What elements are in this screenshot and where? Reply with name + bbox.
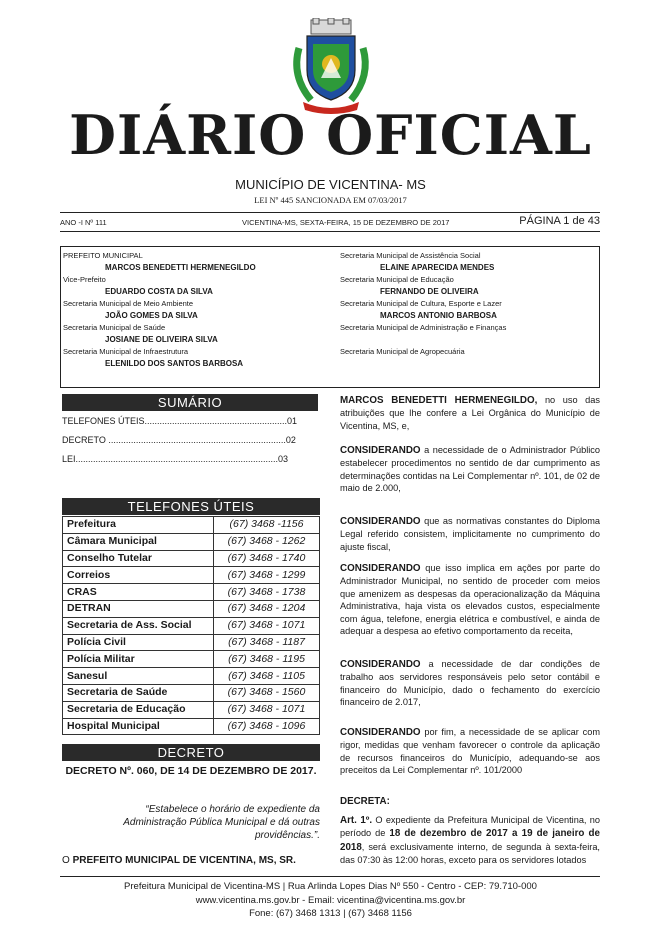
divider — [60, 231, 600, 232]
paragraph-text: que isso implica em ações por parte do Administrador Municipal, no sentido de proceder com meios que amenizem as despesas da operacionalização da Máquina Administrativa, haja vista os elevados custos, especialmente com água, telefone, energia elétrica e combustível, e ainda de adequar a despesa ao efetivo comportamento da receita, — [340, 563, 600, 637]
table-row — [63, 600, 320, 617]
official-name: ELENILDO DOS SANTOS BARBOSA — [105, 359, 244, 368]
official-name — [340, 334, 608, 346]
official-role: Secretaria Municipal de Administração e Finanças — [340, 323, 507, 332]
phone-number: (67) 3468 - 1096 — [214, 718, 320, 735]
body-paragraph — [340, 444, 600, 495]
phone-name: Correios — [63, 567, 214, 584]
issue-number: ANO -I Nº 111 — [60, 218, 107, 227]
phone-name: Prefeitura — [63, 517, 214, 534]
decreta-heading — [340, 795, 600, 808]
official-role: Secretaria Municipal de Assistência Social — [340, 251, 481, 260]
telefones-heading: TELEFONES ÚTEIS — [62, 498, 320, 515]
bold-text: DECRETA: — [340, 796, 390, 807]
official-role: Secretaria Municipal de Infraestrutura — [63, 347, 189, 356]
decree-title: DECRETO Nº. 060, DE 14 DE DEZEMBRO DE 2017. — [65, 765, 317, 777]
bold-text: CONSIDERANDO — [340, 563, 421, 574]
phone-name: Secretaria de Saúde — [63, 684, 214, 701]
official-role: Secretaria Municipal de Educação — [340, 275, 454, 284]
official-role: Secretaria Municipal de Cultura, Esporte e Lazer — [340, 299, 502, 308]
phone-number: (67) 3468 - 1195 — [214, 651, 320, 668]
bold-text: CONSIDERANDO — [340, 727, 421, 738]
paragraph-text: no uso das atribuições que lhe confere a Lei Orgânica do Município de Vicentina, MS, e, — [340, 395, 600, 431]
official-role: Secretaria Municipal de Meio Ambiente — [63, 299, 194, 308]
body-paragraph — [340, 658, 600, 709]
footer — [0, 880, 661, 921]
phone-number: (67) 3468 - 1105 — [214, 668, 320, 685]
footer-phone: Fone: (67) 3468 1313 | (67) 3468 1156 — [249, 908, 412, 919]
phone-name: DETRAN — [63, 600, 214, 617]
bold-text: CONSIDERANDO — [340, 445, 421, 456]
official-role: Secretaria Municipal de Saúde — [63, 323, 166, 332]
opening-bold: PREFEITO MUNICIPAL DE VICENTINA, MS, SR. — [72, 855, 296, 866]
bold-text: 18 de dezembro de 2017 a 19 de janeiro de 2018 — [340, 828, 600, 853]
phone-number: (67) 3468 - 1560 — [214, 684, 320, 701]
masthead-title: DIÁRIO OFICIAL — [69, 103, 592, 167]
phone-number: (67) 3468 -1156 — [214, 517, 320, 534]
official-name: FERNANDO DE OLIVEIRA — [380, 287, 479, 296]
page-number: PÁGINA 1 de 43 — [519, 215, 600, 227]
official-name: EDUARDO COSTA DA SILVA — [105, 287, 213, 296]
body-paragraph — [340, 394, 600, 432]
table-row — [63, 617, 320, 634]
decree-ementa: “Estabelece o horário de expediente da Administração Pública Municipal e dá outras providências.”. — [123, 804, 320, 841]
official-name: ELAINE APARECIDA MENDES — [380, 263, 495, 272]
decreto-heading: DECRETO — [62, 744, 320, 761]
official-name: MARCOS BENEDETTI HERMENEGILDO — [105, 263, 256, 272]
phone-name: Câmara Municipal — [63, 533, 214, 550]
official-name: MARCOS ANTONIO BARBOSA — [380, 311, 497, 320]
phone-number: (67) 3468 - 1071 — [214, 701, 320, 718]
phone-name: Polícia Civil — [63, 634, 214, 651]
phone-number: (67) 3468 - 1740 — [214, 550, 320, 567]
officials-left-column — [63, 250, 331, 370]
body-paragraph — [340, 726, 600, 777]
table-row — [63, 517, 320, 534]
official-name: JOSIANE DE OLIVEIRA SILVA — [105, 335, 218, 344]
decree-opening — [62, 855, 324, 866]
phone-number: (67) 3468 - 1204 — [214, 600, 320, 617]
table-row — [63, 668, 320, 685]
paragraph-text: a necessidade de dar condições de trabalho aos servidores responsáveis pelo setor contábil e financeiro do Município, dado o fechamento do exercício financeiro de 2.017, — [340, 659, 600, 708]
footer-address: Prefeitura Municipal de Vicentina-MS | Rua Arlinda Lopes Dias Nº 550 - Centro - CEP: 79.710-000 — [124, 881, 537, 892]
founding-law: LEI Nº 445 SANCIONADA EM 07/03/2017 — [254, 195, 407, 205]
toc-item-lei[interactable]: LEI.................................................................................03 — [62, 454, 289, 464]
paragraph-text: O expediente da Prefeitura Municipal de Vicentina, no período de — [340, 815, 600, 839]
phone-name: Secretaria de Educação — [63, 701, 214, 718]
issue-date: VICENTINA-MS, SEXTA-FEIRA, 15 DE DEZEMBRO DE 2017 — [242, 218, 450, 227]
bold-text: CONSIDERANDO — [340, 516, 421, 527]
paragraph-text: a necessidade de o Administrador Público estabelecer procedimentos no sentido de dar cumprimento as determinações contidas na Lei Complementar nº. 101, de 02 de maio de 2.000, — [340, 445, 600, 494]
sumario-heading: SUMÁRIO — [62, 394, 318, 411]
phone-number: (67) 3468 - 1738 — [214, 584, 320, 601]
toc-item-telefones[interactable]: TELEFONES ÚTEIS.........................................................01 — [62, 416, 298, 426]
bold-text: CONSIDERANDO — [340, 659, 421, 670]
phone-number: (67) 3468 - 1071 — [214, 617, 320, 634]
table-row — [63, 550, 320, 567]
officials-right-column — [340, 250, 608, 358]
phone-name: CRAS — [63, 584, 214, 601]
phone-name: Polícia Militar — [63, 651, 214, 668]
divider — [60, 212, 600, 213]
toc-item-decreto[interactable]: DECRETO .......................................................................02 — [62, 435, 296, 445]
table-row — [63, 567, 320, 584]
official-role: Secretaria Municipal de Agropecuária — [340, 347, 465, 356]
official-role: Vice-Prefeito — [63, 275, 106, 284]
table-row — [63, 533, 320, 550]
phone-name: Secretaria de Ass. Social — [63, 617, 214, 634]
phone-name: Sanesul — [63, 668, 214, 685]
paragraph-text: , será exclusivamente interno, de segunda à sexta-feira, das 07:30 às 12:00 horas, exceto para os servidores lotados — [340, 841, 600, 866]
paragraph-text: por fim, a necessidade de se aplicar com rigor, medidas que venham favorecer o controle da aplicação de recursos financeiros do Município, adequando-se aos preceitos da Lei Complementar nº. 101/2000 — [340, 727, 600, 776]
footer-web-email[interactable]: www.vicentina.ms.gov.br - Email: vicentina@vicentina.ms.gov.br — [195, 894, 466, 906]
official-name: JOÃO GOMES DA SILVA — [105, 311, 198, 320]
municipality-name: MUNICÍPIO DE VICENTINA- MS — [235, 177, 426, 192]
phone-table — [62, 516, 320, 735]
body-paragraph — [340, 562, 600, 637]
phone-name: Hospital Municipal — [63, 718, 214, 735]
table-row — [63, 584, 320, 601]
official-role: PREFEITO MUNICIPAL — [63, 251, 143, 260]
table-of-contents — [62, 412, 318, 469]
table-row — [63, 684, 320, 701]
article-1 — [340, 814, 600, 867]
article-label: Art. 1º. — [340, 815, 373, 826]
phone-number: (67) 3468 - 1299 — [214, 567, 320, 584]
table-row — [63, 634, 320, 651]
phone-number: (67) 3468 - 1262 — [214, 533, 320, 550]
footer-divider — [60, 876, 600, 877]
issue-bar — [60, 216, 600, 230]
body-paragraph — [340, 515, 600, 553]
phone-number: (67) 3468 - 1187 — [214, 634, 320, 651]
opening-prefix: O — [62, 855, 70, 866]
officials-box — [60, 246, 600, 388]
paragraph-text: que as normativas constantes do Diploma Legal referido consistem, implicitamente no cumprimento do ajuste fiscal, — [340, 516, 600, 552]
table-row — [63, 718, 320, 735]
phone-name: Conselho Tutelar — [63, 550, 214, 567]
table-row — [63, 701, 320, 718]
table-row — [63, 651, 320, 668]
bold-text: MARCOS BENEDETTI HERMENEGILDO, — [340, 395, 538, 406]
